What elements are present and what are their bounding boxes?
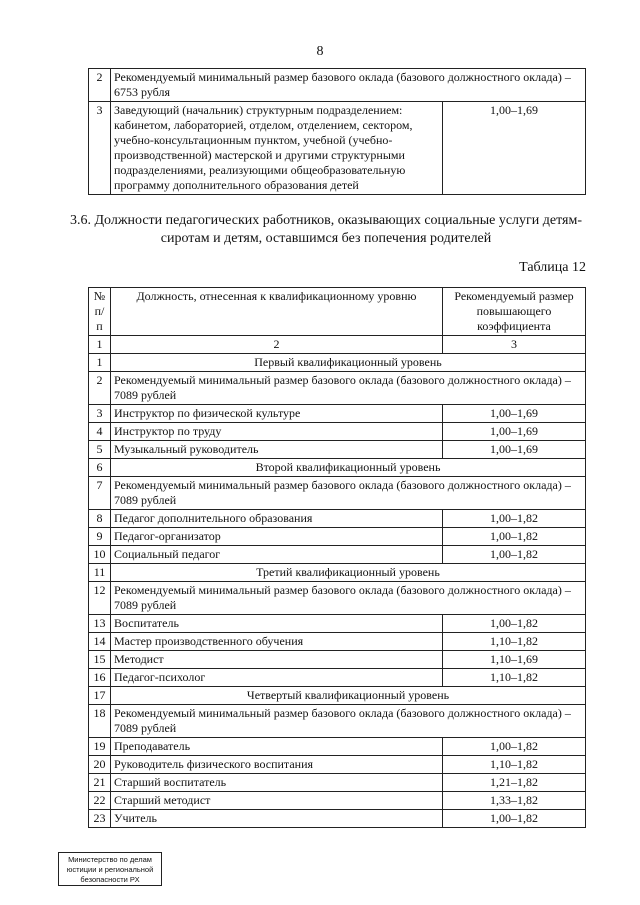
row-position: Педагог-психолог (111, 669, 443, 687)
row-coefficient: 1,00–1,82 (443, 738, 586, 756)
table-row (89, 405, 586, 423)
row-coefficient: 1,00–1,82 (443, 810, 586, 828)
row-num: 23 (89, 810, 111, 828)
qualification-level-row (89, 687, 586, 705)
row-position: Рекомендуемый минимальный размер базового оклада (базового должностного оклада) – 7089 рублей (111, 705, 586, 738)
row-num: 19 (89, 738, 111, 756)
row-num: 10 (89, 546, 111, 564)
column-number-row (89, 336, 586, 354)
row-coefficient: 1,00–1,82 (443, 510, 586, 528)
row-position: Старший методист (111, 792, 443, 810)
table-row (89, 528, 586, 546)
table-row (89, 441, 586, 459)
row-coefficient: 1,10–1,82 (443, 633, 586, 651)
column-number-3: 3 (443, 336, 586, 354)
row-position: Мастер производственного обучения (111, 633, 443, 651)
row-coefficient: 1,33–1,82 (443, 792, 586, 810)
row-num: 17 (89, 687, 111, 705)
row-coefficient: 1,00–1,69 (443, 102, 586, 195)
row-position: Рекомендуемый минимальный размер базового оклада (базового должностного оклада) – 6753 рубля (111, 69, 586, 102)
header-position: Должность, отнесенная к квалификационному уровню (111, 288, 443, 336)
table-row (89, 372, 586, 405)
row-position: Воспитатель (111, 615, 443, 633)
row-position: Учитель (111, 810, 443, 828)
qualification-level-row (89, 459, 586, 477)
row-coefficient: 1,00–1,82 (443, 546, 586, 564)
row-num: 14 (89, 633, 111, 651)
row-num: 11 (89, 564, 111, 582)
row-position: Заведующий (начальник) структурным подразделением: кабинетом, лабораторией, отделом, отделением, сектором, учебно-консультационным пунктом, учебной (учебно-производственной) мастерской и другими структурными подразделениями, реализующими общеобразовательную программу дополнительного образования детей (111, 102, 443, 195)
row-num: 4 (89, 423, 111, 441)
row-position: Методист (111, 651, 443, 669)
row-num: 22 (89, 792, 111, 810)
row-coefficient: 1,10–1,82 (443, 669, 586, 687)
row-num: 1 (89, 354, 111, 372)
row-num: 6 (89, 459, 111, 477)
row-num: 15 (89, 651, 111, 669)
table-row (89, 705, 586, 738)
row-position: Преподаватель (111, 738, 443, 756)
table-row (89, 633, 586, 651)
row-num: 9 (89, 528, 111, 546)
section-heading: 3.6. Должности педагогических работников, оказывающих социальные услуги детям-сиротам и детям, оставшимся без попечения родителей (69, 213, 583, 246)
table-row (89, 102, 586, 195)
table-header-row (89, 288, 586, 336)
table-row (89, 738, 586, 756)
row-num: 18 (89, 705, 111, 738)
row-position: Музыкальный руководитель (111, 441, 443, 459)
qualification-level-row (89, 354, 586, 372)
table-row (89, 69, 586, 102)
row-position: Рекомендуемый минимальный размер базового оклада (базового должностного оклада) – 7089 рублей (111, 477, 586, 510)
column-number-1: 1 (89, 336, 111, 354)
table-row (89, 651, 586, 669)
table-row (89, 423, 586, 441)
column-number-2: 2 (111, 336, 443, 354)
row-num: 7 (89, 477, 111, 510)
table-row (89, 615, 586, 633)
table-row (89, 582, 586, 615)
row-coefficient: 1,10–1,69 (443, 651, 586, 669)
row-num: 21 (89, 774, 111, 792)
level-title: Второй квалификационный уровень (111, 459, 586, 477)
ministry-stamp (58, 852, 162, 886)
row-num: 3 (89, 405, 111, 423)
row-position: Педагог-организатор (111, 528, 443, 546)
level-title: Четвертый квалификационный уровень (111, 687, 586, 705)
header-num: № п/п (89, 288, 111, 336)
table-row (89, 546, 586, 564)
row-coefficient: 1,21–1,82 (443, 774, 586, 792)
table-row (89, 477, 586, 510)
header-coef: Рекомендуемый размер повышающего коэффициента (443, 288, 586, 336)
row-num: 5 (89, 441, 111, 459)
level-title: Третий квалификационный уровень (111, 564, 586, 582)
table-row (89, 756, 586, 774)
row-coefficient: 1,10–1,82 (443, 756, 586, 774)
row-position: Социальный педагог (111, 546, 443, 564)
table-caption: Таблица 12 (519, 260, 586, 275)
row-num: 8 (89, 510, 111, 528)
row-num: 13 (89, 615, 111, 633)
row-num: 2 (89, 372, 111, 405)
row-position: Инструктор по труду (111, 423, 443, 441)
row-coefficient: 1,00–1,69 (443, 405, 586, 423)
row-position: Старший воспитатель (111, 774, 443, 792)
table-row (89, 669, 586, 687)
row-coefficient: 1,00–1,69 (443, 441, 586, 459)
row-coefficient: 1,00–1,82 (443, 615, 586, 633)
row-position: Рекомендуемый минимальный размер базового оклада (базового должностного оклада) – 7089 рублей (111, 372, 586, 405)
row-position: Рекомендуемый минимальный размер базового оклада (базового должностного оклада) – 7089 рублей (111, 582, 586, 615)
row-position: Инструктор по физической культуре (111, 405, 443, 423)
stamp-line-3: безопасности РХ (80, 875, 140, 884)
table-row (89, 792, 586, 810)
table-row (89, 510, 586, 528)
row-num: 12 (89, 582, 111, 615)
main-table (88, 287, 586, 828)
row-position: Педагог дополнительного образования (111, 510, 443, 528)
stamp-line-2: юстиции и региональной (66, 865, 154, 874)
table-row (89, 810, 586, 828)
page-number: 8 (316, 44, 324, 59)
level-title: Первый квалификационный уровень (111, 354, 586, 372)
row-coefficient: 1,00–1,69 (443, 423, 586, 441)
row-num: 16 (89, 669, 111, 687)
stamp-line-1: Министерство по делам (68, 855, 152, 864)
row-num: 3 (89, 102, 111, 195)
top-table (88, 68, 586, 195)
row-num: 2 (89, 69, 111, 102)
qualification-level-row (89, 564, 586, 582)
table-row (89, 774, 586, 792)
row-coefficient: 1,00–1,82 (443, 528, 586, 546)
row-num: 20 (89, 756, 111, 774)
row-position: Руководитель физического воспитания (111, 756, 443, 774)
